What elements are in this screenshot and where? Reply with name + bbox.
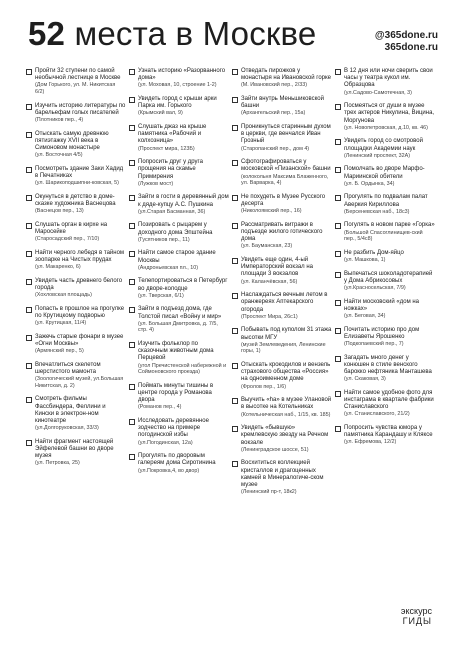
checkbox[interactable] (129, 419, 135, 425)
item-address: (ул. Новопетровская, д.10, кв. 46) (344, 124, 428, 131)
checkbox[interactable] (335, 195, 341, 201)
checklist-item (335, 138, 435, 159)
checklist-item (26, 250, 126, 271)
item-title: Побывать под куполом 31 этажа высотки МГУ (241, 327, 332, 341)
checkbox[interactable] (232, 363, 238, 369)
item-address: (Фролов пер., 1/6) (241, 383, 287, 390)
item-address: (ул.Погодинская, 12а) (138, 439, 193, 446)
item-title: Погулять в новом парке «Горка» (344, 222, 435, 229)
item-title: Смотреть фильмы Фассбиндера, Феллини и Кински в электрон-ном кинотеатре (35, 396, 106, 424)
item-title: Попросить чувства юмора у памятника Карандашу и Кляксе (344, 425, 433, 439)
item-address: (Андроньевская пл., 10) (138, 264, 199, 271)
checkbox[interactable] (26, 167, 32, 173)
item-title: Пройти 32 ступени по самой необычной лестнице в Москве (35, 68, 121, 82)
item-address: (ул.Садово-Самотечная, 3) (344, 89, 412, 96)
checklist-item (26, 103, 126, 124)
item-title: Попросить друг у друга прощения на скамье Примирения (138, 159, 203, 180)
checkbox[interactable] (26, 307, 32, 313)
item-title: Найти московский «дом на ножках» (344, 298, 420, 312)
checklist-item (335, 327, 435, 348)
checklist-item (335, 355, 435, 383)
checklist-item (335, 194, 435, 215)
checklist-item (232, 397, 332, 418)
item-title: Выучить «ha» в музее Улановой в высотке на Котельниках (241, 397, 332, 411)
checklist-column-2 (129, 68, 229, 481)
checklist-item (335, 166, 435, 187)
checkbox[interactable] (129, 454, 135, 460)
item-address: (Котельническая наб., 1/15, кв. 185) (241, 411, 331, 418)
checklist-item (129, 68, 229, 89)
checklist-item (26, 166, 126, 187)
checklist-item (26, 306, 126, 327)
checkbox[interactable] (26, 132, 32, 138)
checkbox[interactable] (129, 251, 135, 257)
checklist-item (26, 194, 126, 215)
checkbox[interactable] (26, 363, 32, 369)
item-address: (угол Пречистенской набережной и Соймоновского проезда) (138, 362, 227, 376)
item-address: (ул. Моховая, 10, строение 1-2) (138, 82, 217, 89)
item-title: Прогулять по дворовым галереям дома Сиротинина (138, 453, 216, 467)
checkbox[interactable] (129, 97, 135, 103)
checkbox[interactable] (26, 335, 32, 341)
item-title: Не разбить Дом-яйцо (344, 249, 404, 256)
checkbox[interactable] (129, 342, 135, 348)
item-title: Прогулять по подвалам палат Аверкия Кириллова (344, 194, 428, 208)
checkbox[interactable] (129, 195, 135, 201)
checkbox[interactable] (129, 69, 135, 75)
page-header (28, 14, 438, 60)
item-title: Посмотреть здание Заки Хадид в Печатниках (35, 165, 124, 179)
checklist-item (129, 124, 229, 152)
item-title: В 12 дня или ночи сверить свои часы у театра кукол им. Образцова (344, 68, 433, 89)
item-address: (ул.Покровка,4, во двор) (138, 467, 200, 474)
item-address: (Hиколоямский пер., 16) (241, 208, 302, 215)
checkbox[interactable] (335, 167, 341, 173)
item-title: Увидеть «бывшую» кремлевскую звезду на Речном вокзале (241, 425, 329, 446)
item-address: (Большой Спасоглинищев-ский пер., 5/4с8) (344, 229, 423, 243)
item-title: Увидеть еще один, 4-ый Императорский вокзал на площади 3 вокзалов (241, 257, 313, 278)
item-title: Помолчать во дворе Марфо-Мариинской обители (344, 166, 425, 180)
checklist-item (232, 159, 332, 187)
checklist-item (335, 299, 435, 320)
checklist-item (26, 131, 126, 159)
page-title (28, 14, 316, 54)
item-address: (Старосадский пер., 7/10) (35, 236, 100, 243)
item-address: (Ленинский пр-т, 18к2) (241, 489, 297, 496)
checklist-item (232, 222, 332, 250)
item-title: Отведать пирожков у монастыря на Ивановской горке (241, 68, 332, 82)
item-address: (Хохловская площадь) (35, 292, 92, 299)
item-title: Проникнуться старинным духом в церкви, где венчался Иван Грозный (241, 124, 331, 145)
item-title: Увидеть город со смотровой площадки Академии наук (344, 138, 423, 152)
checklist-item (232, 460, 332, 495)
item-title: Зайти внутрь Меньшиковской башни (241, 96, 324, 110)
item-address: (ул. Бауманская, 23) (241, 243, 293, 250)
item-title: Зажечь старые фонари в музее «Огни Москвы» (35, 333, 124, 347)
checkbox[interactable] (232, 69, 238, 75)
item-address: (Васнецов пер., 13) (35, 208, 84, 215)
item-address: (ул. Шарикоподшипни-ковская, 5) (35, 180, 119, 187)
checklist-column-1 (26, 68, 126, 474)
checklist-item (129, 306, 229, 334)
checklist-item (232, 194, 332, 215)
checkbox[interactable] (129, 279, 135, 285)
item-title: Позировать с рыцарем у доходного дома Эпштейна (138, 222, 213, 236)
item-title: Зайти в подъезд дома, где Толстой писал «Войну и мир» (138, 306, 222, 320)
item-title: Почитать историю про дом Елизаветы Ярошенко (344, 326, 420, 340)
item-address: (Плотников пер., 4) (35, 117, 84, 123)
checklist-item (335, 425, 435, 446)
checklist-item (129, 453, 229, 474)
checklist-item (129, 278, 229, 299)
checkbox[interactable] (232, 461, 238, 467)
item-address: (Гусятников пер., 11) (138, 236, 190, 243)
item-title: Найти черного лебедя в тайном зоопарке на Чистых прудах (35, 249, 125, 263)
item-address: (ул. Макаренко, 6) (35, 264, 81, 271)
footer-logo-line1: экскурс (400, 606, 432, 616)
item-title: Телепортироваться в Петербург во дворе-колодце (138, 278, 228, 292)
checklist-item (335, 68, 435, 96)
checklist-item (129, 159, 229, 187)
item-address: (Дом Горького, ул. М. Никитская 6/2) (35, 82, 116, 95)
item-address: (М. Ивановский пер., 2/33) (241, 82, 308, 89)
item-address: (ул.Красносельская, 7/9) (344, 285, 406, 291)
checkbox[interactable] (26, 69, 32, 75)
item-address: (Армянский пер., 5) (35, 348, 84, 355)
item-title: Рассматривать витражи в подъезде жилого готического дома (241, 221, 323, 243)
item-title: Впечатлиться скелетом шерстистого мамонта (35, 361, 101, 375)
item-title: Изучить историю литературы по барельефам голых писателей (35, 102, 126, 116)
footer-logo (366, 606, 432, 626)
item-address: (колокольня Максима Блаженного, ул. Варварка, 4) (241, 173, 329, 187)
checkbox[interactable] (232, 258, 238, 264)
checkbox[interactable] (335, 104, 341, 110)
checkbox[interactable] (232, 160, 238, 166)
checkbox[interactable] (232, 328, 238, 334)
checklist-item (26, 439, 126, 467)
checklist-item (335, 250, 435, 264)
checkbox[interactable] (232, 398, 238, 404)
checklist-item (26, 222, 126, 243)
item-title: Окунуться в детство в доме-сказке художника Васнецова (35, 193, 116, 207)
item-address: (ул. Петровка, 25) (35, 460, 80, 467)
item-title: Сфотографироваться у московской «Пизанской» башни (241, 159, 331, 173)
checkbox[interactable] (232, 125, 238, 131)
checkbox[interactable] (129, 160, 135, 166)
footer-logo-line2: ГИДЫ (402, 616, 432, 626)
item-address: (ул. Беговая, 34) (344, 313, 386, 319)
item-title: Исследовать деревянное зодчество на примере погодинской избы (138, 418, 209, 439)
item-address: (ул. Крутицкая, 11/4) (35, 320, 87, 327)
checklist-item (129, 222, 229, 243)
checklist-grid (26, 68, 436, 638)
item-title: Отыскать крокодилов и вензель страхового общества «Россия» на одноименном доме (241, 362, 331, 383)
item-address: (ул. Станиславского, 21/2) (344, 411, 410, 418)
checkbox[interactable] (335, 391, 341, 397)
checkbox[interactable] (232, 97, 238, 103)
item-title: Отыскать самую древнюю пятиэтажку XVII века в Симоновом монастыре (35, 130, 109, 151)
checklist-item (232, 124, 332, 152)
item-address: (ул. Тверская, 6/1) (138, 292, 184, 299)
checklist-column-4 (335, 68, 435, 453)
item-title: Восхититься коллекцией кристаллов и драгоценных камней в Минералогиче-ском музее (241, 460, 324, 489)
item-address: (Архангельский пер., 15а) (241, 110, 306, 117)
item-address: (музей Землеведения, Ленинские горы, 1) (241, 341, 326, 355)
checklist-item (129, 194, 229, 215)
checklist-item (26, 334, 126, 355)
item-address: (Зоологический музей, ул.Большая Никитская, д. 2) (35, 376, 124, 389)
checklist-item (335, 271, 435, 292)
checkbox[interactable] (26, 279, 32, 285)
checkbox[interactable] (335, 223, 341, 229)
checklist-item (232, 327, 332, 355)
item-address: (ул. Каланчёвская, 56) (241, 278, 298, 285)
item-title: Попасть в прошлое на прогулке по Крутицкому подворью (35, 305, 125, 319)
checkbox[interactable] (26, 104, 32, 110)
checklist-item (232, 68, 332, 89)
checklist-item (26, 396, 126, 431)
item-address: (ул. Б. Ордынка, 34) (344, 180, 395, 187)
checklist-item (129, 418, 229, 446)
item-address: (ул. Большая Дмитровка, д. 7/5, стр. 4) (138, 320, 218, 334)
item-title: Наслаждаться вечным летом в оранжереях Аптекарского огорода (241, 292, 328, 313)
item-address: (Лужков мост) (138, 180, 174, 187)
item-address: (Крымский вал, 9) (138, 110, 183, 117)
checkbox[interactable] (129, 384, 135, 390)
item-title: Не похудеть в Музее Русского десерта (241, 193, 326, 207)
item-title: Поймать минуты тишины в центре города у Романова двора (138, 382, 214, 404)
checklist-item (26, 278, 126, 299)
item-address: (Ленинский проспект, 32А) (344, 152, 411, 159)
site-handle: @365done.ru (374, 30, 438, 41)
item-title: Найти самое удобное фото для инстаграма в квартале фабрики Станиславского (344, 389, 434, 411)
checklist-item (232, 257, 332, 285)
item-address: (Старопанский пер., дом 4) (241, 145, 310, 152)
item-title: Выпечаться шоколадотерапией у Дома Абрикосовых (344, 270, 433, 284)
checklist-item (232, 292, 332, 320)
checkbox[interactable] (335, 272, 341, 278)
checklist-item (129, 250, 229, 271)
item-address: (Подкопаевский пер., 7) (344, 341, 404, 347)
item-address: (ул. Восточная 4/5) (35, 152, 83, 159)
checkbox[interactable] (335, 69, 341, 75)
item-address: (ул. Ефремова, 12/2) (344, 439, 397, 446)
item-address: (Ленинградское шоссе, 51) (241, 446, 309, 453)
item-address: (Проспект Мира, 26с1) (241, 313, 298, 320)
checklist-item (129, 383, 229, 411)
checklist-item (129, 96, 229, 117)
item-title: Изучить фольклор по сказочным животным дома Перцевой (138, 341, 214, 362)
checkbox[interactable] (335, 300, 341, 306)
item-address: (ул.Старая Басманная, 36) (138, 208, 206, 215)
checkbox[interactable] (335, 328, 341, 334)
checkbox[interactable] (232, 223, 238, 229)
item-title: Увидеть город с крыши арки Парка им. Горького (138, 96, 217, 110)
item-title: Загадать много денег у конюшен в стиле венского барокко нефтяника Манташева (344, 354, 432, 375)
checkbox[interactable] (232, 195, 238, 201)
checkbox[interactable] (26, 195, 32, 201)
item-address: (ул.Долгоруковская, 33/3) (35, 425, 99, 432)
site-url: 365done.ru (384, 42, 438, 53)
item-title: Найти фрагмент настоящей Эйфелевой башни во дворе музея (35, 438, 114, 460)
item-address: (Проспект мира, 123Б) (138, 145, 195, 152)
item-title: Слушать орган в кирхе на Маросейке (35, 221, 108, 235)
checklist-item (232, 96, 332, 117)
checkbox[interactable] (26, 223, 32, 229)
checklist-item (335, 222, 435, 242)
item-title: Найти самое старое здание Москвы (138, 250, 216, 264)
title-text: места в Москве (74, 15, 317, 52)
item-address: (ул. Машкова, 1) (344, 257, 386, 263)
checklist-item (232, 425, 332, 453)
checkbox[interactable] (335, 251, 341, 257)
item-address: (Романов пер., 4) (138, 404, 182, 411)
checkbox[interactable] (232, 293, 238, 299)
item-title: Слушать джаз на крыше памятника «Рабочий и колхозница» (138, 124, 207, 145)
checkbox[interactable] (26, 397, 32, 403)
checkbox[interactable] (232, 426, 238, 432)
checklist-item (26, 68, 126, 96)
checklist-column-3 (232, 68, 332, 503)
checkbox[interactable] (335, 139, 341, 145)
checklist-item (232, 362, 332, 390)
item-address: (ул. Скаковая, 3) (344, 376, 386, 383)
checkbox[interactable] (26, 440, 32, 446)
checkbox[interactable] (129, 223, 135, 229)
item-title: Увидеть часть древнего белого города (35, 277, 123, 291)
checkbox[interactable] (26, 251, 32, 257)
title-number: 52 (28, 15, 66, 52)
checklist-item (26, 362, 126, 390)
item-address: (Берсеневская наб., 18с3) (344, 208, 410, 215)
checklist-item (335, 103, 435, 131)
item-title: Зайти в гости в деревянный дом к дяде-купцу А.С. Пушкина (138, 194, 229, 208)
item-title: Узнать историю «Разорванного дома» (138, 68, 226, 82)
checklist-item (335, 390, 435, 418)
item-title: Посмеяться от души в музее трех актеров Никулина, Вицина, Моргунова (344, 103, 435, 124)
checkbox[interactable] (129, 307, 135, 313)
checkbox[interactable] (335, 356, 341, 362)
checklist-item (129, 341, 229, 376)
checkbox[interactable] (129, 125, 135, 131)
checkbox[interactable] (335, 426, 341, 432)
